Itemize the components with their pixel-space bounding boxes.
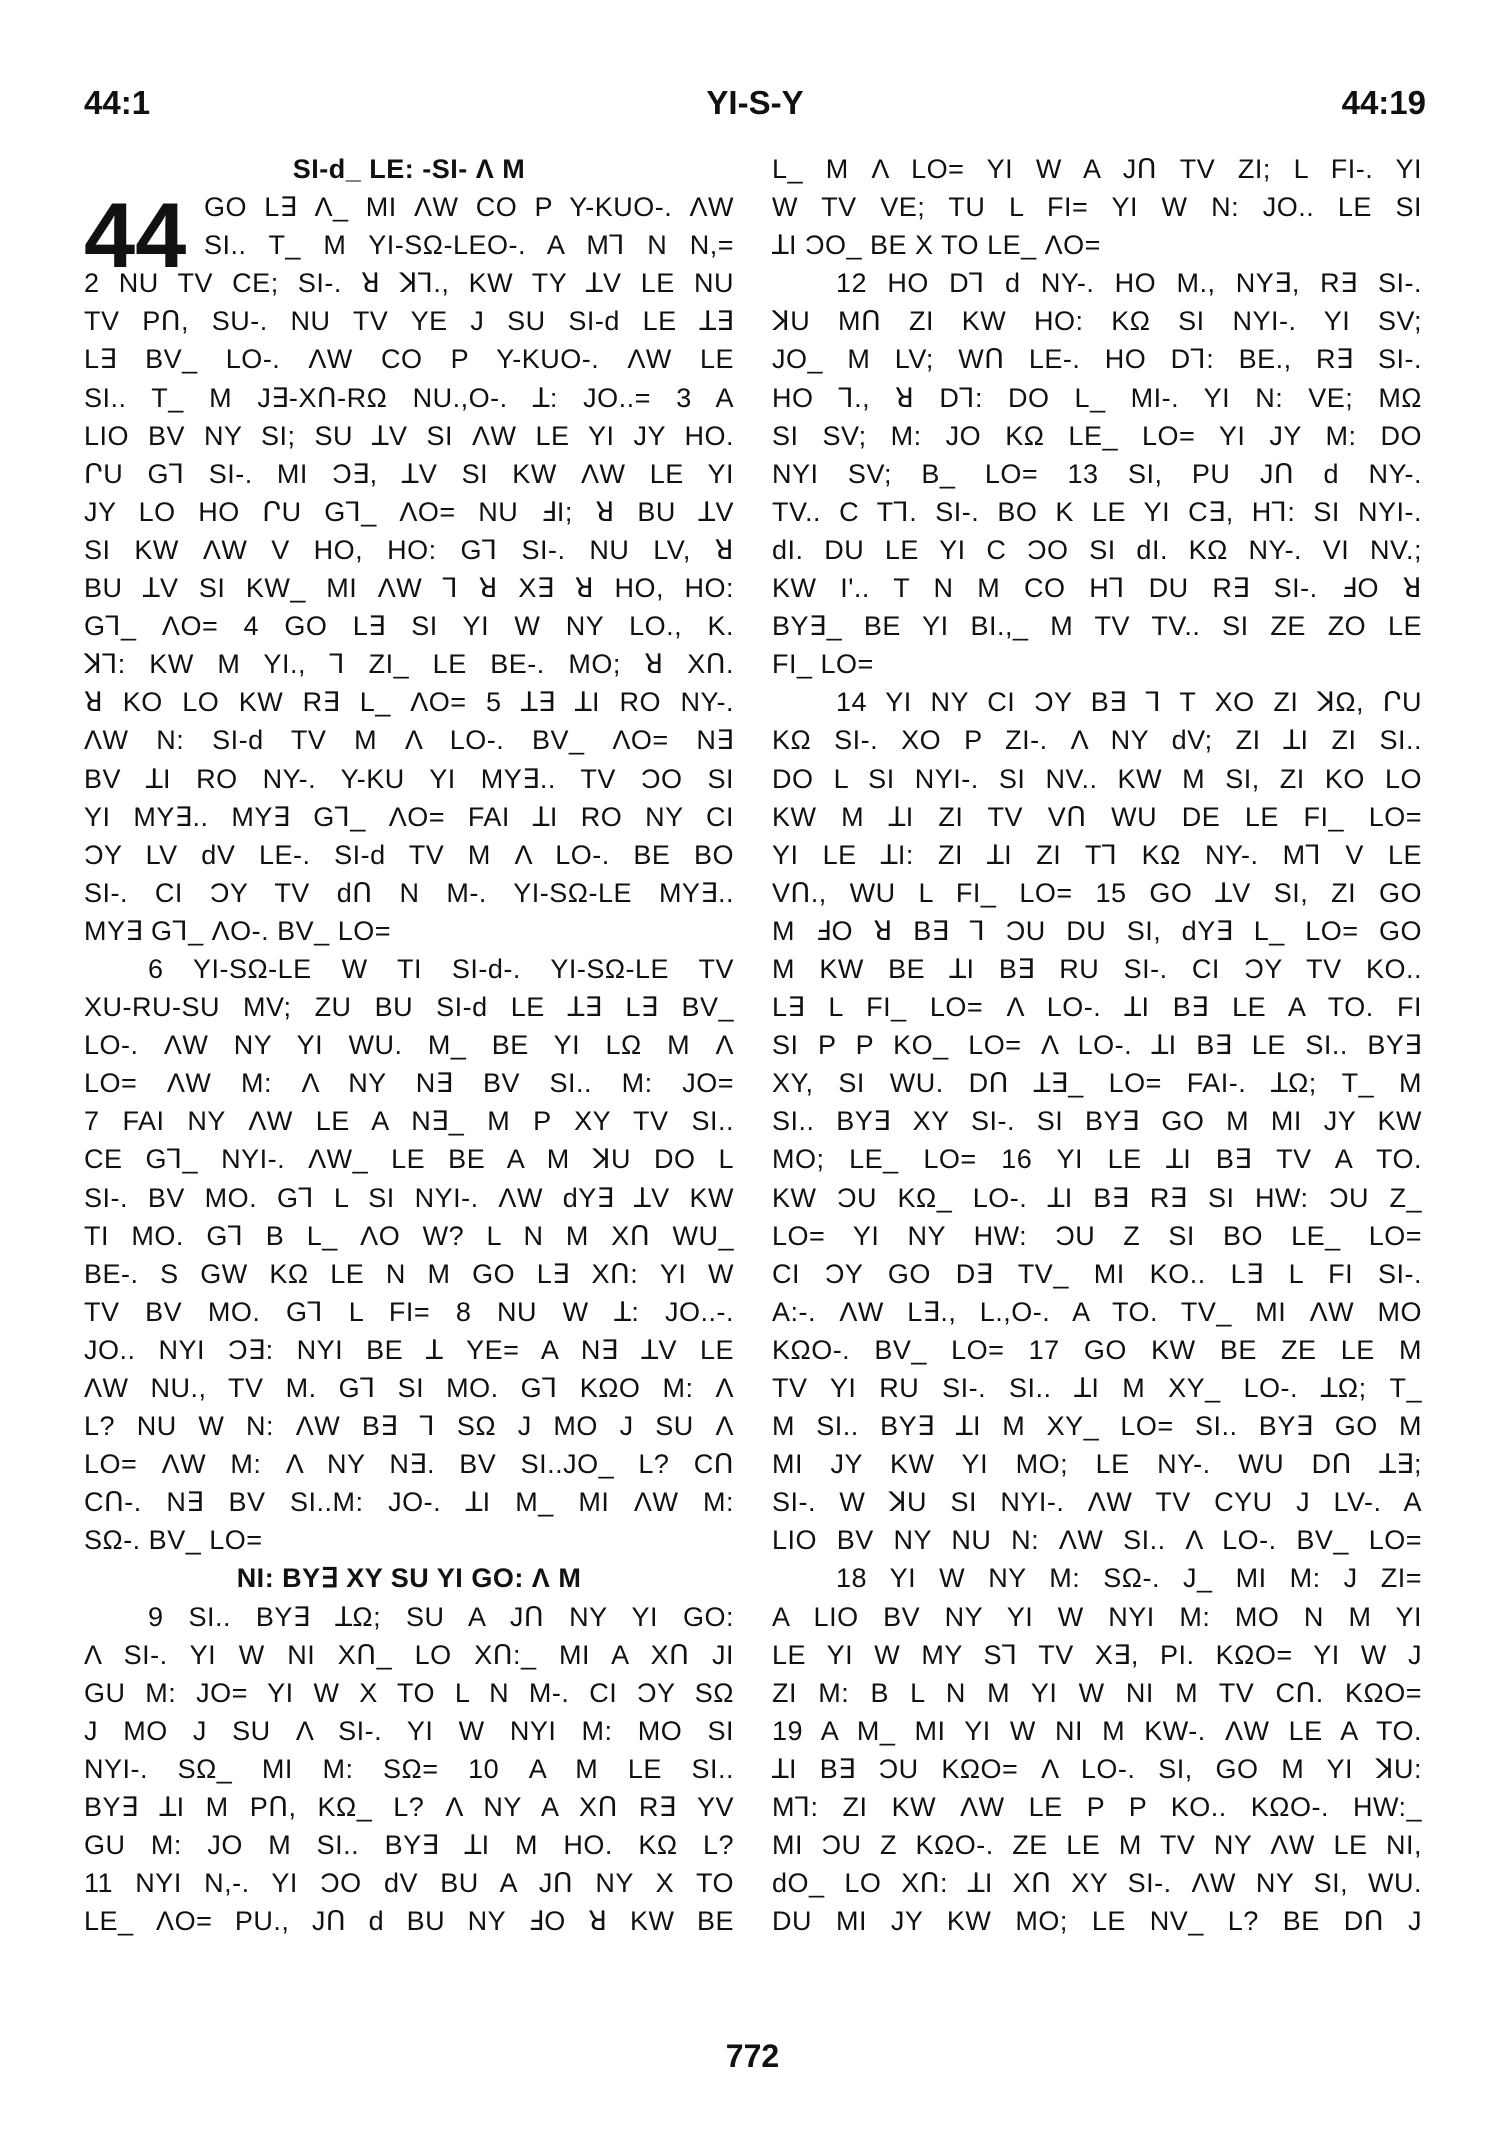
text-line: SI KW ΛW V HO, HO: G⅂ SI-. NU LV, ꓤ (84, 534, 734, 565)
text-line: SI.. BY∃ XY SI-. SI BY∃ GO M MI JY KW (772, 1106, 1422, 1137)
text-line: LIO BV NY SI; SU ꓕV SI ΛW LE YI JY HO. (84, 420, 734, 451)
header-verse-start: 44:1 (84, 84, 151, 121)
text-line: LE YI W MY S⅂ TV X∃, PI. KΩO= YI W J (772, 1639, 1422, 1670)
left-column (84, 150, 734, 1940)
text-line: 7 FAI NY ΛW LE A N∃_ M P XY TV SI.. (84, 1106, 734, 1137)
text-line: SI.. T_ M J∃-XՈ-RΩ NU.,O-. ꓕ: JO..= 3 A (84, 382, 734, 413)
text-line: dO_ LO XՈ: ꓕI XՈ XY SI-. ΛW NY SI, WU. (772, 1868, 1422, 1899)
section-subheading: NI: BY∃ XY SU YI GO: Λ M (236, 1563, 582, 1594)
text-line: JO_ M LV; WՈ LE-. HO D⅂: BE., R∃ SI-. (772, 344, 1422, 375)
text-line: MO; LE_ LO= 16 YI LE ꓕI B∃ TV A TO. (772, 1144, 1422, 1175)
text-line: NYI-. SΩ_ MI M: SΩ= 10 A M LE SI.. (84, 1753, 734, 1784)
text-line: L∃ BV_ LO-. ΛW CO P Y-KUO-. ΛW LE (84, 344, 734, 375)
header-book-title: YI-S-Y (706, 84, 804, 121)
text-line: HO ⅂., ꓤ D⅂: DO L_ MI-. YI N: VE; MΩ (772, 382, 1422, 413)
text-line: M SI.. BY∃ ꓕI M XY_ LO= SI.. BY∃ GO M (772, 1411, 1422, 1442)
text-line: KΩ SI-. XO P ZI-. Λ NY dV; ZI ꓕI ZI SI.. (772, 725, 1422, 756)
text-line: DU MI JY KW MO; LE NV_ L? BE DՈ J (772, 1906, 1422, 1937)
text-line: NYI SV; B_ LO= 13 SI, PU JՈ d NY-. (772, 458, 1422, 489)
text-line: TV BV MO. G⅂ L FI= 8 NU W ꓕ: JO..-. (84, 1296, 734, 1327)
text-line: 11 NYI N,-. YI ƆO dV BU A JՈ NY X TO (84, 1868, 734, 1899)
text-line: ՐU G⅂ SI-. MI Ɔ∃, ꓕV SI KW ΛW LE YI (84, 458, 734, 489)
text-line: JO.. NYI Ɔ∃: NYI BE ꓕ YE= A N∃ ꓕV LE (84, 1334, 734, 1365)
text-line: 12 HO D⅂ d NY-. HO M., NY∃, R∃ SI-. (836, 268, 1422, 299)
text-line: 18 YI W NY M: SΩ-. J_ MI M: J ZI= (836, 1563, 1422, 1594)
text-line: 9 SI.. BY∃ ꓕΩ; SU A JՈ NY YI GO: (148, 1601, 734, 1632)
text-line: SI-. CI ƆY TV dՈ N M-. YI-SΩ-LE MY∃.. (84, 877, 734, 908)
text-line: L? NU W N: ΛW B∃ ⅂ SΩ J MO J SU Λ (84, 1411, 734, 1442)
text-line: KW M ꓕI ZI TV VՈ WU DE LE FI_ LO= (772, 801, 1422, 832)
chapter-heading: SI-d_ LE: -SI- Λ M (292, 154, 526, 184)
text-line: ꓕI ƆO_ BE X TO LE_ ΛO= (772, 230, 1101, 261)
text-line: TV PՈ, SU-. NU TV YE J SU SI-d LE ꓕ∃ (84, 306, 734, 337)
text-line: SI-. BV MO. G⅂ L SI NYI-. ΛW dY∃ ꓕV KW (84, 1182, 734, 1213)
text-line: W TV VE; TU L FI= YI W N: JO.. LE SI (772, 192, 1422, 223)
text-line: KΩO-. BV_ LO= 17 GO KW BE ZE LE M (772, 1334, 1422, 1365)
text-line: CE G⅂_ NYI-. ΛW_ LE BE A M ꓘU DO L (84, 1144, 734, 1175)
text-line: SI P P KO_ LO= Λ LO-. ꓕI B∃ LE SI.. BY∃ (772, 1030, 1422, 1061)
text-line: MY∃ G⅂_ ΛO-. BV_ LO= (84, 915, 391, 946)
text-line: DO L SI NYI-. SI NV.. KW M SI, ZI KO LO (772, 763, 1422, 794)
chapter-number: 44 (84, 185, 187, 287)
text-line: JY LO HO ՐU G⅂_ ΛO= NU ꓞI; ꓤ BU ꓕV (84, 496, 734, 527)
text-line: ꓘ⅂: KW M YI., ⅂ ZI_ LE BE-. MO; ꓤ XՈ. (84, 649, 734, 680)
text-line: A:-. ΛW L∃., L.,O-. A TO. TV_ MI ΛW MO (772, 1296, 1422, 1327)
text-line: SI-. W ꓘU SI NYI-. ΛW TV CYU J LV-. A (772, 1487, 1422, 1518)
text-line: LE_ ΛO= PU., JՈ d BU NY ꓞO ꓤ KW BE (84, 1906, 734, 1937)
text-line: YI MY∃.. MY∃ G⅂_ ΛO= FAI ꓕI RO NY CI (84, 801, 734, 832)
text-line: G⅂_ ΛO= 4 GO L∃ SI YI W NY LO., K. (84, 611, 734, 642)
text-line: A LIO BV NY YI W NYI M: MO N M YI (772, 1601, 1422, 1632)
text-line: LO= ΛW M: Λ NY N∃ BV SI.. M: JO= (84, 1068, 734, 1099)
text-line: ZI M: B L N M YI W NI M TV CՈ. KΩO= (772, 1677, 1422, 1708)
text-line: J MO J SU Λ SI-. YI W NYI M: MO SI (84, 1715, 734, 1746)
text-line: M KW BE ꓕI B∃ RU SI-. CI ƆY TV KO.. (772, 953, 1422, 984)
text-line: TV YI RU SI-. SI.. ꓕI M XY_ LO-. ꓕΩ; T_ (772, 1373, 1422, 1403)
text-line: TV.. C T⅂. SI-. BO K LE YI C∃, H⅂: SI NYI-. (772, 496, 1422, 527)
text-line: BV ꓕI RO NY-. Y-KU YI MY∃.. TV ƆO SI (84, 763, 734, 794)
text-line: L_ M Λ LO= YI W A JՈ TV ZI; L FI-. YI (772, 154, 1422, 184)
text-line: CI ƆY GO D∃ TV_ MI KO.. L∃ L FI SI-. (772, 1258, 1422, 1289)
text-line: LO= ΛW M: Λ NY N∃. BV SI..JO_ L? CՈ (84, 1449, 734, 1480)
text-line: BU ꓕV SI KW_ MI ΛW ⅂ ꓤ X∃ ꓤ HO, HO: (84, 573, 734, 604)
text-line: XY, SI WU. DՈ ꓕ∃_ LO= FAI-. ꓕΩ; T_ M (772, 1068, 1422, 1099)
text-line: CՈ-. N∃ BV SI..M: JO-. ꓕI M_ MI ΛW M: (84, 1487, 734, 1518)
text-line: LIO BV NY NU N: ΛW SI.. Λ LO-. BV_ LO= (772, 1525, 1422, 1556)
text-line: YI LE ꓕI: ZI ꓕI ZI T⅂ KΩ NY-. M⅂ V LE (772, 839, 1422, 870)
text-line: KW I'.. T N M CO H⅂ DU R∃ SI-. ꓞO ꓤ (772, 573, 1422, 604)
right-column (772, 150, 1422, 1940)
text-line: SI SV; M: JO KΩ LE_ LO= YI JY M: DO (772, 420, 1422, 451)
text-line: Λ SI-. YI W NI XՈ_ LO XՈ:_ MI A XՈ JI (84, 1639, 734, 1670)
text-line: BY∃ ꓕI M PՈ, KΩ_ L? Λ NY A XՈ R∃ YV (84, 1792, 734, 1823)
text-line: 19 A M_ MI YI W NI M KW-. ΛW LE A TO. (772, 1715, 1422, 1746)
text-line: BE-. S GW KΩ LE N M GO L∃ XՈ: YI W (84, 1258, 734, 1289)
text-line: M⅂: ZI KW ΛW LE P P KO.. KΩO-. HW:_ (772, 1792, 1422, 1823)
text-line: GU M: JO= YI W X TO L N M-. CI ƆY SΩ (84, 1677, 734, 1708)
page-number: 772 (725, 2038, 780, 2074)
text-line: MI JY KW YI MO; LE NY-. WU DՈ ꓕ∃; (772, 1449, 1422, 1480)
text-line: ꓘU MՈ ZI KW HO: KΩ SI NYI-. YI SV; (772, 306, 1422, 337)
text-line: ƆY LV dV LE-. SI-d TV M Λ LO-. BE BO (84, 839, 734, 870)
text-line: MI ƆU Z KΩO-. ZE LE M TV NY ΛW LE NI, (772, 1830, 1422, 1861)
text-line: M ꓞO ꓤ B∃ ⅂ ƆU DU SI, dY∃ L_ LO= GO (772, 915, 1422, 946)
text-line: 2 NU TV CE; SI-. ꓤ ꓘ⅂., KW TY ꓕV LE NU (84, 268, 734, 299)
running-header (84, 84, 1426, 134)
text-line: SΩ-. BV_ LO= (84, 1525, 263, 1556)
text-line: FI_ LO= (772, 649, 874, 680)
text-line: XU-RU-SU MV; ZU BU SI-d LE ꓕ∃ L∃ BV_ (84, 992, 734, 1023)
text-line: GO L∃ Λ_ MI ΛW CO P Y-KUO-. ΛW (204, 192, 734, 223)
text-line: 14 YI NY CI ƆY B∃ ⅂ T XO ZI ꓘΩ, ՐU (836, 687, 1422, 718)
text-line: L∃ L FI_ LO= Λ LO-. ꓕI B∃ LE A TO. FI (772, 992, 1422, 1023)
text-line: VՈ., WU L FI_ LO= 15 GO ꓕV SI, ZI GO (772, 877, 1422, 908)
text-line: ΛW N: SI-d TV M Λ LO-. BV_ ΛO= N∃ (84, 725, 734, 756)
text-line: GU M: JO M SI.. BY∃ ꓕI M HO. KΩ L? (84, 1830, 734, 1861)
header-verse-end: 44:19 (1341, 84, 1426, 121)
text-line: LO= YI NY HW: ƆU Z SI BO LE_ LO= (772, 1220, 1422, 1251)
text-line: LO-. ΛW NY YI WU. M_ BE YI LΩ M Λ (84, 1030, 734, 1061)
text-line: SI.. T_ M YI-SΩ-LEO-. A M⅂ N N,= (204, 230, 734, 261)
text-line: ꓕI B∃ ƆU KΩO= Λ LO-. SI, GO M YI ꓘU: (772, 1753, 1422, 1784)
text-line: 6 YI-SΩ-LE W TI SI-d-. YI-SΩ-LE TV (148, 953, 734, 984)
text-line: KW ƆU KΩ_ LO-. ꓕI B∃ R∃ SI HW: ƆU Z_ (772, 1182, 1422, 1213)
text-line: TI MO. G⅂ B L_ ΛO W? L N M XՈ WU_ (84, 1220, 734, 1251)
text-line: dI. DU LE YI C ƆO SI dI. KΩ NY-. VI NV.; (772, 534, 1422, 565)
text-line: ΛW NU., TV M. G⅂ SI MO. G⅂ KΩO M: Λ (84, 1373, 734, 1403)
text-line: ꓤ KO LO KW R∃ L_ ΛO= 5 ꓕ∃ ꓕI RO NY-. (84, 687, 734, 718)
text-line: BY∃_ BE YI BI.,_ M TV TV.. SI ZE ZO LE (772, 611, 1422, 642)
